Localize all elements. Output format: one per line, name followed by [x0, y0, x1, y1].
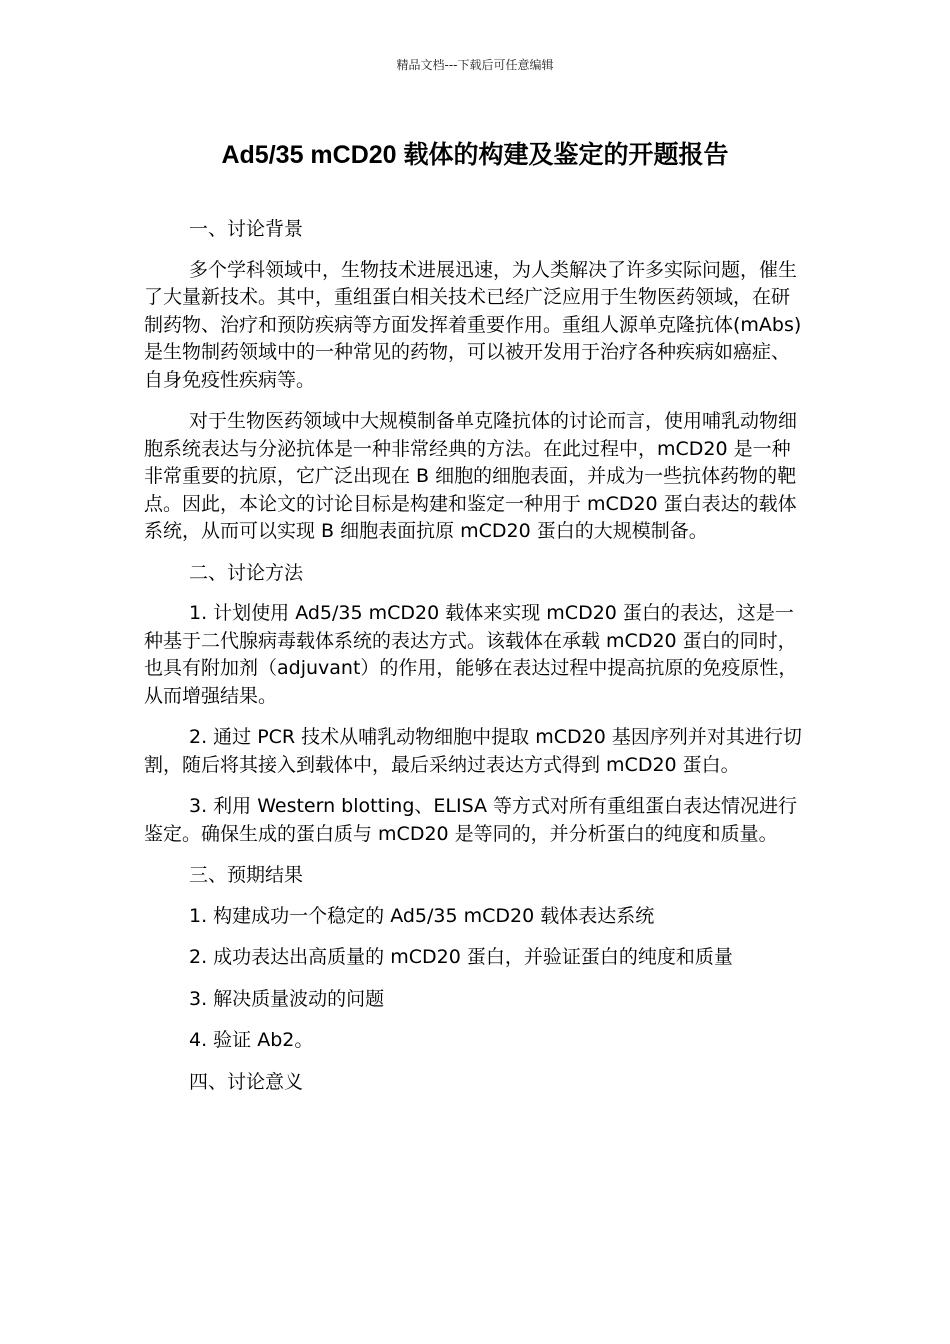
methods-item-3: 3. 利用 Western blotting、ELISA 等方式对所有重组蛋白表达情况进行鉴定。确保生成的蛋白质与 mCD20 是等同的，并分析蛋白的纯度和质量。 — [144, 795, 798, 845]
expected-result-item-4: 4. 验证 Ab2。 — [189, 1029, 314, 1051]
section-heading-significance: 四、讨论意义 — [189, 1070, 304, 1093]
expected-result-item-2: 2. 成功表达出高质量的 mCD20 蛋白，并验证蛋白的纯度和质量 — [189, 946, 733, 968]
expected-result-item-1: 1. 构建成功一个稳定的 Ad5/35 mCD20 载体表达系统 — [189, 904, 655, 927]
expected-result-item-3: 3. 解决质量波动的问题 — [189, 987, 385, 1010]
section-heading-methods: 二、讨论方法 — [189, 561, 304, 584]
document-title: Ad5/35 mCD20 载体的构建及鉴定的开题报告 — [221, 141, 729, 169]
methods-item-2: 2. 通过 PCR 技术从哺乳动物细胞中提取 mCD20 基因序列并对其进行切割，随后将其接入到载体中，最后采纳过表达方式得到 mCD20 蛋白。 — [144, 726, 802, 776]
header-note: 精品文档---下载后可任意编辑 — [396, 58, 554, 72]
document-body — [144, 216, 808, 1109]
section-heading-expected-results: 三、预期结果 — [189, 864, 304, 886]
background-paragraph-1: 多个学科领域中，生物技术进展迅速，为人类解决了许多实际问题，催生了大量新技术。其中，重组蛋白相关技术已经广泛应用于生物医药领域，在研制药物、治疗和预防疾病等方面发挥着重要作用。重组人源单克隆抗体(mAbs)是生物制药领域中的一种常见的药物，可以被开发用于治疗各种疾病如癌症、自身免疫性疾病等。 — [144, 258, 802, 391]
background-paragraph-2: 对于生物医药领域中大规模制备单克隆抗体的讨论而言，使用哺乳动物细胞系统表达与分泌抗体是一种非常经典的方法。在此过程中，mCD20 是一种非常重要的抗原，它广泛出现在 B 细胞的细胞表面，并成为一些抗体药物的靶点。因此，本论文的讨论目标是构建和鉴定一种用于 mCD20 蛋白表达的载体系统，从而可以实现 B 细胞表面抗原 mCD20 蛋白的大规模制备。 — [144, 410, 798, 542]
methods-item-1: 1. 计划使用 Ad5/35 mCD20 载体来实现 mCD20 蛋白的表达，这是一种基于二代腺病毒载体系统的表达方式。该载体在承载 mCD20 蛋白的同时，也具有附加剂（adjuvant）的作用，能够在表达过程中提高抗原的免疫原性，从而增强结果。 — [144, 602, 798, 707]
section-heading-background: 一、讨论背景 — [189, 218, 304, 240]
